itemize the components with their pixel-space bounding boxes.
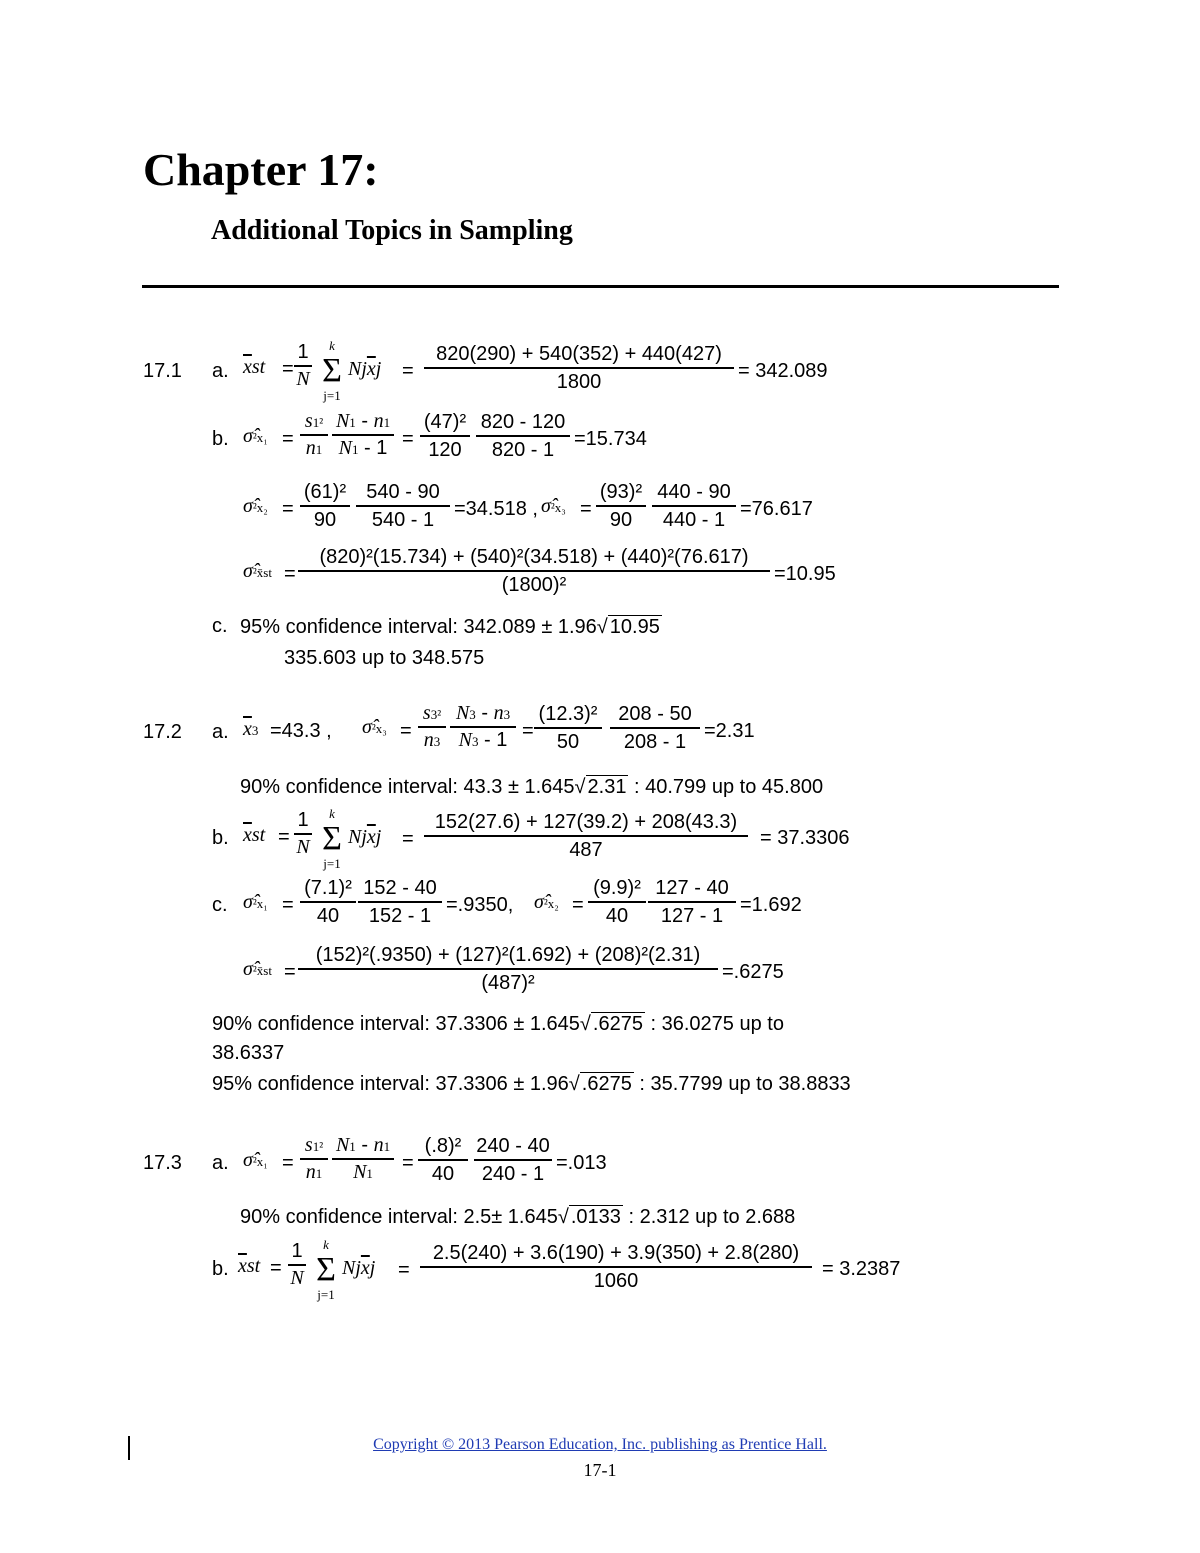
sigma-hat-x2: σ̂²x₂	[534, 891, 559, 913]
equals-sign: =	[284, 961, 296, 983]
equals-sign: =	[282, 1152, 294, 1174]
equals-sign: =	[402, 428, 414, 450]
confidence-interval-90: 90% confidence interval: 37.3306 ± 1.645√ .6275 : 36.0275 up to	[212, 1013, 784, 1035]
result: = 37.3306	[760, 827, 850, 849]
stratified-variance-fraction: (820)²(15.734) + (540)²(34.518) + (440)²(76.617) (1800)²	[298, 545, 770, 597]
xbar-value: =43.3 ,	[270, 720, 332, 742]
equals-sign: =	[270, 1257, 282, 1279]
summation-symbol: k Σ j=1	[322, 338, 342, 403]
copyright-link[interactable]: Copyright © 2013 Pearson Education, Inc. publishing as Prentice Hall.	[373, 1436, 827, 1453]
one-over-n: 1 N	[288, 1239, 306, 1290]
part-label: b.	[212, 827, 229, 849]
denominator: 1800	[556, 370, 602, 393]
equals-sign: =	[580, 498, 592, 520]
weighted-mean-fraction	[424, 342, 734, 394]
equals-sign: =	[400, 720, 412, 742]
formula-xbar-st: $\overline{x}st$	[243, 356, 266, 378]
fpc-fraction: 152 - 40 152 - 1	[358, 876, 442, 928]
result: =1.692	[740, 894, 802, 916]
sigma-hat-x3: σ̂²x₃	[362, 716, 387, 738]
fpc-symbolic: N1 - n1 N1	[332, 1134, 394, 1184]
s1-over-n1: s1² n1	[300, 410, 328, 460]
result: =.6275	[722, 961, 784, 983]
equals-sign: =	[282, 428, 294, 450]
equals-sign: =	[282, 358, 294, 380]
part-label: a.	[212, 360, 229, 382]
equals-sign: =	[278, 826, 290, 848]
problem-number: 17.3	[143, 1152, 182, 1174]
result: =34.518 ,	[454, 498, 538, 520]
part-label: b.	[212, 1258, 229, 1280]
sigma-hat-xst: σ̂²x̄st	[243, 560, 272, 582]
result: = 342.089	[738, 360, 828, 382]
chapter-title: Chapter 17:	[143, 144, 379, 195]
equals-sign: =	[402, 360, 414, 382]
equals-sign: =	[522, 720, 534, 742]
chapter-subtitle: Additional Topics in Sampling	[211, 215, 573, 246]
part-label: a.	[212, 721, 229, 743]
result: = 3.2387	[822, 1258, 901, 1280]
sigma-hat-x1: σ̂²x₁	[243, 891, 268, 913]
fpc-fraction: 208 - 50 208 - 1	[610, 702, 700, 754]
sigma-hat-x3: σ̂²x₃	[541, 495, 566, 517]
confidence-interval: 95% confidence interval: 342.089 ± 1.96√ 10.95	[240, 616, 660, 638]
result: =2.31	[704, 720, 755, 742]
s3-over-n3: s3² n3	[418, 702, 446, 752]
equals-sign: =	[402, 828, 414, 850]
one-over-n: 1 N	[294, 808, 312, 859]
equals-sign: =	[282, 894, 294, 916]
xbar-3: $\overline{x}3$	[243, 718, 259, 740]
weighted-mean-fraction: 152(27.6) + 127(39.2) + 208(43.3) 487	[424, 810, 748, 862]
equals-sign: =	[398, 1259, 410, 1281]
sigma-hat-x1: σ̂²x₁	[243, 1149, 268, 1171]
result: =.013	[556, 1152, 607, 1174]
variance-fraction: (47)² 120	[420, 410, 470, 462]
divider	[142, 285, 1059, 288]
interval-range: 335.603 up to 348.575	[284, 647, 485, 669]
problem-number: 17.2	[143, 721, 182, 743]
variance-fraction: (7.1)² 40	[300, 876, 356, 928]
part-label: a.	[212, 1152, 229, 1174]
page-number: 17-1	[583, 1460, 617, 1480]
formula-nj-xj: $Nj\overline{x}j$	[348, 358, 382, 380]
interval-continuation: 38.6337	[212, 1042, 285, 1064]
fpc-fraction: 440 - 90 440 - 1	[652, 480, 736, 532]
part-label: c.	[212, 615, 228, 637]
sigma-hat-xst: σ̂²x̄st	[243, 958, 272, 980]
problem-number: 17.1	[143, 360, 182, 382]
formula-nj-xj: $Nj\overline{x}j$	[348, 826, 382, 848]
stratified-variance-fraction: (152)²(.9350) + (127)²(1.692) + (208)²(2.31) (487)²	[298, 943, 718, 995]
summation-symbol: k Σ j=1	[322, 806, 342, 871]
result: =76.617	[740, 498, 813, 520]
result: =15.734	[574, 428, 647, 450]
fpc-symbolic: N3 - n3 N3 - 1	[450, 702, 516, 752]
formula-xbar-st: $\overline{x}st$	[238, 1255, 261, 1277]
equals-sign: =	[282, 498, 294, 520]
fpc-fraction: 820 - 120 820 - 1	[476, 410, 570, 462]
summation-symbol: k Σ j=1	[316, 1237, 336, 1302]
equals-sign: =	[284, 563, 296, 585]
formula-xbar-st: $\overline{x}st$	[243, 824, 266, 846]
equals-sign: =	[402, 1152, 414, 1174]
confidence-interval: 90% confidence interval: 2.5± 1.645√ .0133 : 2.312 up to 2.688	[240, 1206, 796, 1228]
variance-fraction: (61)² 90	[300, 480, 350, 532]
part-label: c.	[212, 894, 228, 916]
fpc-fraction: 127 - 40 127 - 1	[648, 876, 736, 928]
variance-fraction: (9.9)² 40	[588, 876, 646, 928]
variance-fraction: (12.3)² 50	[534, 702, 602, 754]
fpc-fraction: 540 - 90 540 - 1	[356, 480, 450, 532]
variance-fraction: (93)² 90	[596, 480, 646, 532]
fpc-symbolic: N1 - n1 N1 - 1	[332, 410, 394, 460]
numerator: 820(290) + 540(352) + 440(427)	[436, 343, 722, 365]
variance-fraction: (.8)² 40	[418, 1134, 468, 1186]
result: =.9350,	[446, 894, 514, 916]
result: =10.95	[774, 563, 836, 585]
sigma-hat-x2: σ̂²x₂	[243, 495, 268, 517]
sigma-hat-x1: σ̂²x₁	[243, 425, 268, 447]
weighted-mean-fraction: 2.5(240) + 3.6(190) + 3.9(350) + 2.8(280) 1060	[420, 1241, 812, 1293]
s1-over-n1: s1² n1	[300, 1134, 328, 1184]
confidence-interval: 90% confidence interval: 43.3 ± 1.645√ 2.31 : 40.799 up to 45.800	[240, 776, 824, 798]
confidence-interval-95: 95% confidence interval: 37.3306 ± 1.96√ .6275 : 35.7799 up to 38.8833	[212, 1073, 851, 1095]
part-label: b.	[212, 428, 229, 450]
one-over-n: 1 N	[294, 340, 312, 391]
equals-sign: =	[572, 894, 584, 916]
formula-nj-xj: $Nj\overline{x}j$	[342, 1257, 376, 1279]
fpc-fraction: 240 - 40 240 - 1	[474, 1134, 552, 1186]
